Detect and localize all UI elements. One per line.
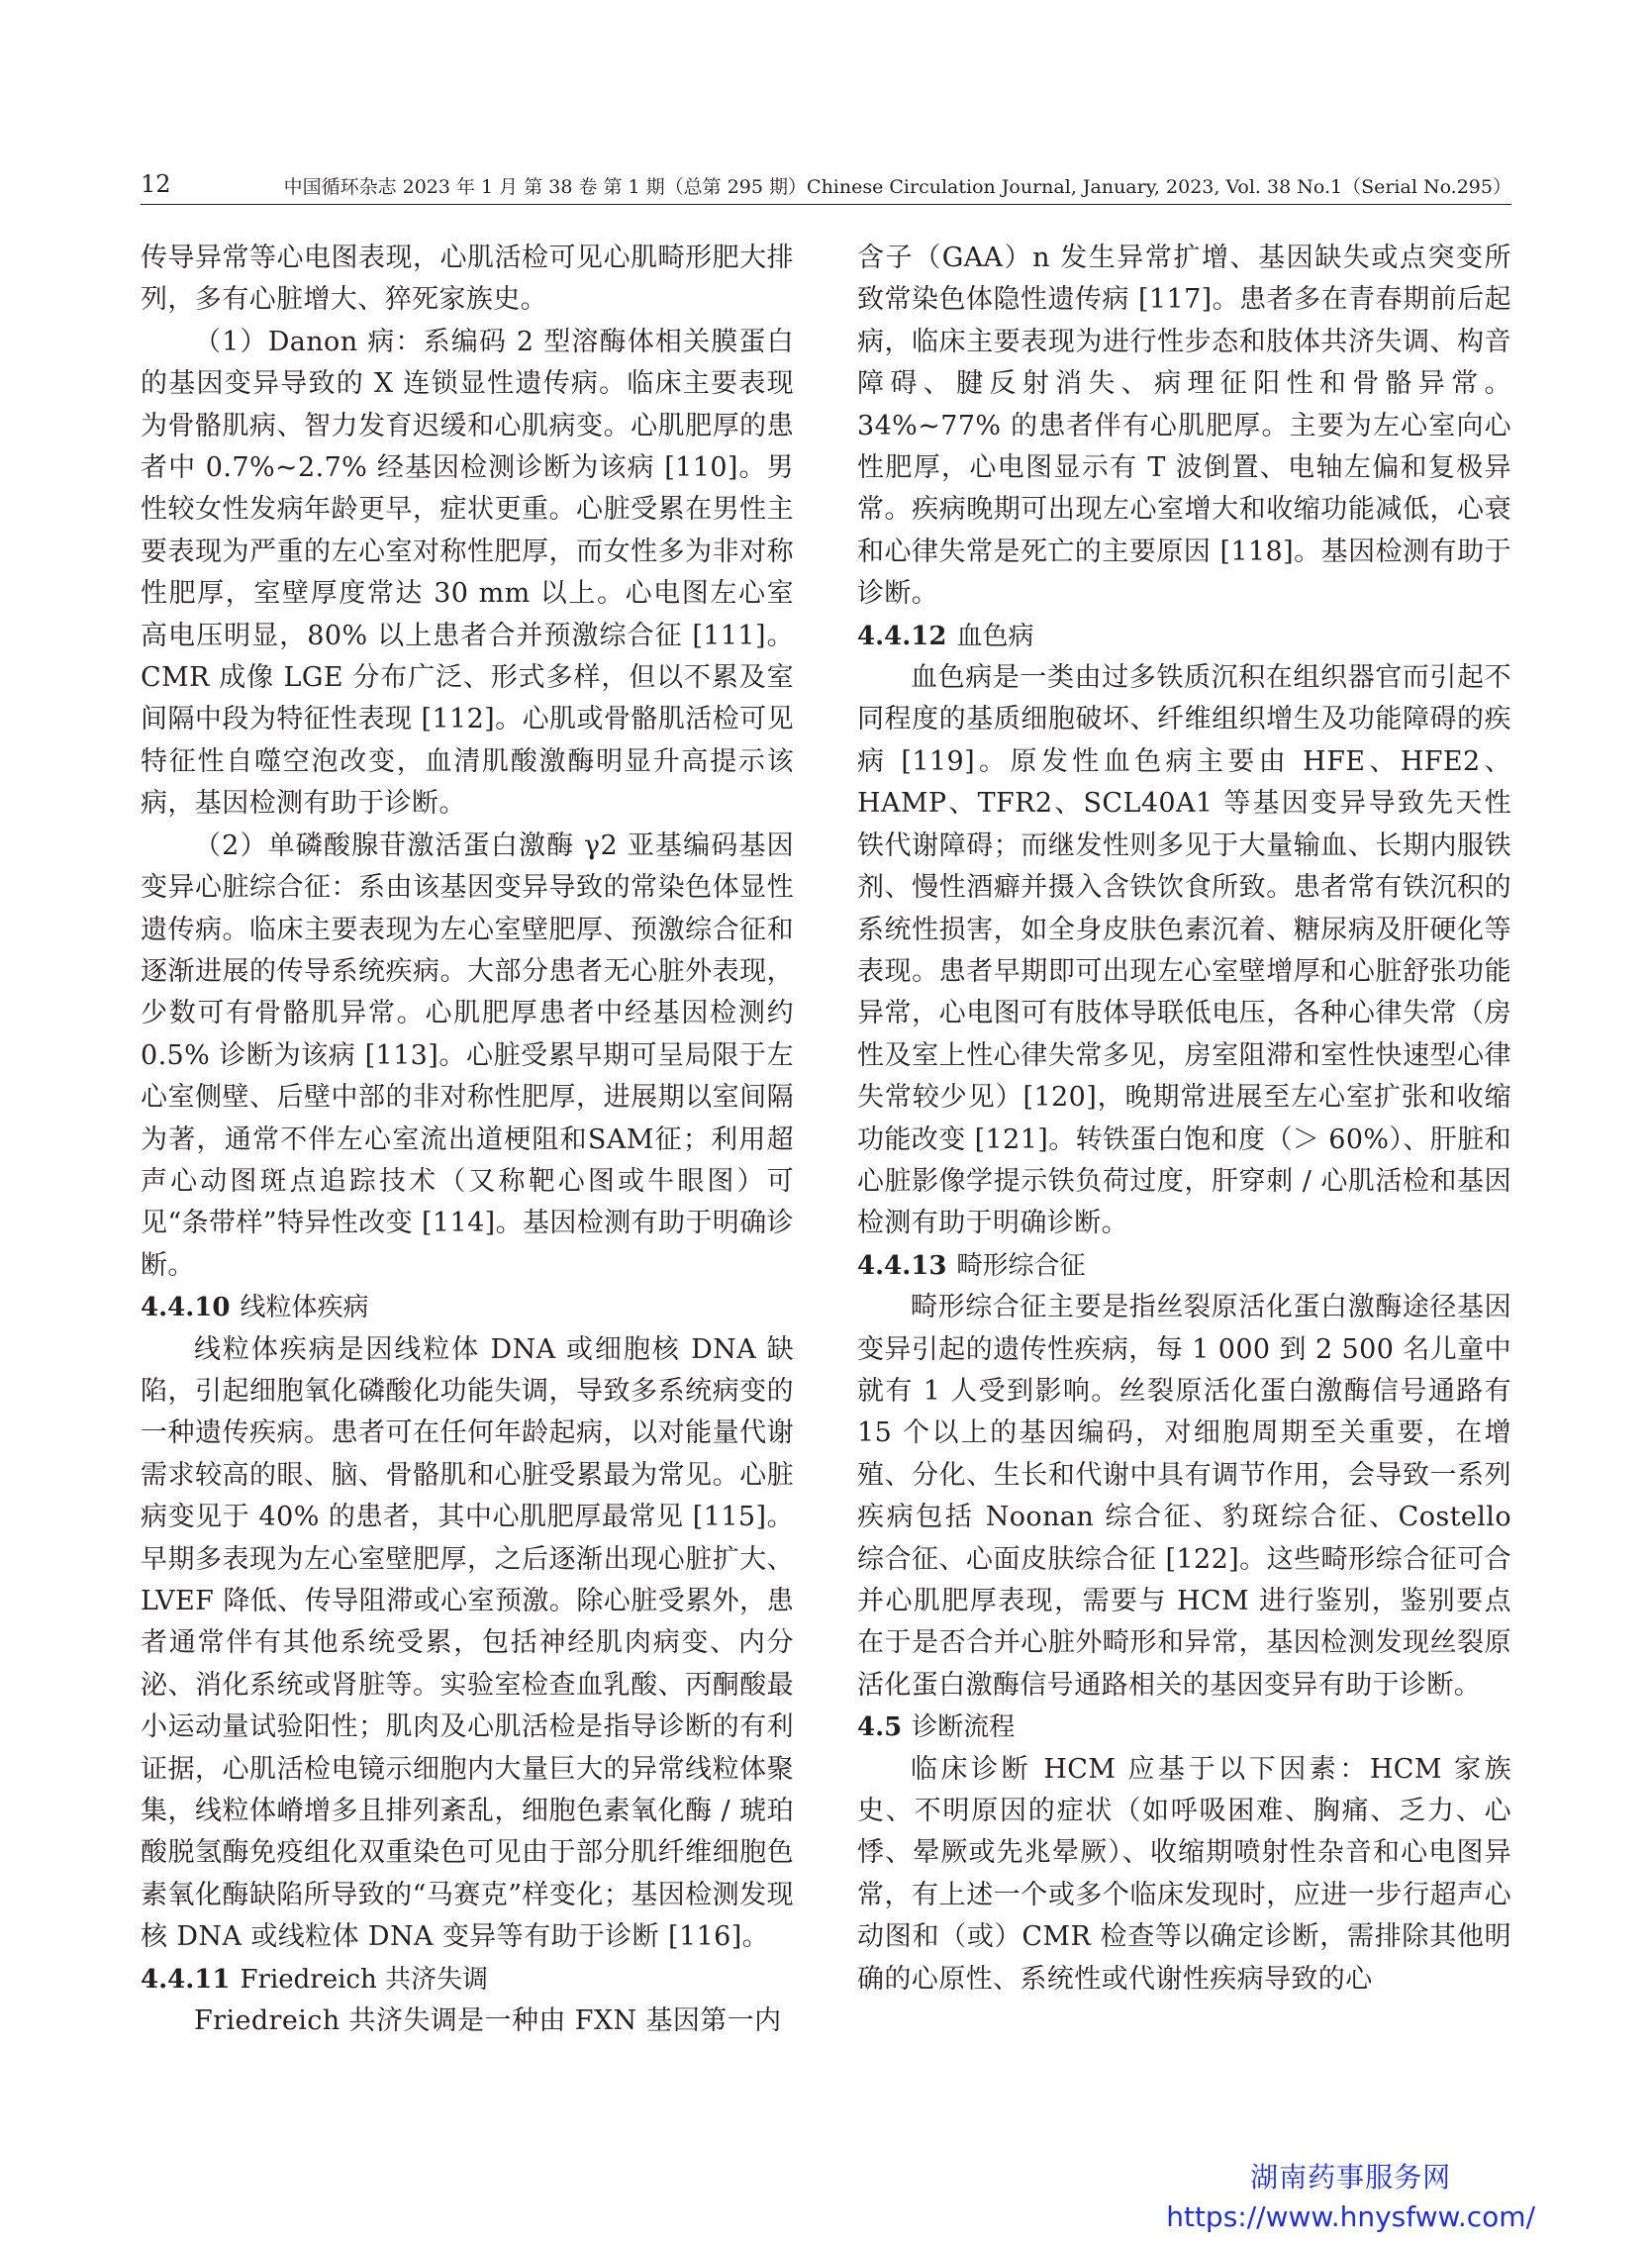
watermark-site-name: 湖南药事服务网	[1250, 2161, 1452, 2194]
body-paragraph: 血色病是一类由过多铁质沉积在组织器官而引起不同程度的基质细胞破坏、纤维组织增生及功能障碍的疾病 [119]。原发性血色病主要由 HFE、HFE2、HAMP、TFR2、SCL40A1 等基因变异导致先天性铁代谢障碍；而继发性则多见于大量输血、长期内服铁剂、慢性酒癖并摄入含铁饮食所致。患者常有铁沉积的系统性损害，如全身皮肤色素沉着、糖尿病及肝硬化等表现。患者早期即可出现左心室壁增厚和心脏舒张功能异常，心电图可有肢体导联低电压，各种心律失常（房性及室上性心律失常多见，房室阻滞和室性快速型心律失常较少见）[120]，晚期常进展至左心室扩张和收缩功能改变 [121]。转铁蛋白饱和度（＞ 60%）、肝脏和心脏影像学提示铁负荷过度，肝穿刺 / 心肌活检和基因检测有助于明确诊断。	[857, 662, 1511, 1239]
body-paragraph: （1）Danon 病：系编码 2 型溶酶体相关膜蛋白的基因变异导致的 X 连锁显性遗传病。临床主要表现为骨骼肌病、智力发育迟缓和心肌病变。心肌肥厚的患者中 0.7%~2.7% 经基因检测诊断为该病 [110]。男性较女性发病年龄更早，症状更重。心脏受累在男性主要表现为严重的左心室对称性肥厚，而女性多为非对称性肥厚，室壁厚度常达 30 mm 以上。心电图左心室高电压明显，80% 以上患者合并预激综合征 [111]。CMR 成像 LGE 分布广泛、形式多样，但以不累及室间隔中段为特征性表现 [112]。心肌或骨骼肌活检可见特征性自噬空泡改变，血清肌酸激酶明显升高提示该病，基因检测有助于诊断。	[141, 326, 794, 820]
body-paragraph: Friedreich 共济失调是一种由 FXN 基因第一内	[194, 2005, 782, 2037]
section-heading	[857, 616, 1511, 657]
body-paragraph: 线粒体疾病是因线粒体 DNA 或细胞核 DNA 缺陷，引起细胞氧化磷酸化功能失调，导致多系统病变的一种遗传疾病。患者可在任何年龄起病，以对能量代谢需求较高的眼、脑、骨骼肌和心脏受累最为常见。心脏病变见于 40% 的患者，其中心肌肥厚最常见 [115]。早期多表现为左心室壁肥厚，之后逐渐出现心脏扩大、LVEF 降低、传导阻滞或心室预激。除心脏受累外，患者通常伴有其他系统受累，包括神经肌肉病变、内分泌、消化系统或肾脏等。实验室检查血乳酸、丙酮酸最小运动量试验阳性；肌肉及心肌活检是指导诊断的有利证据，心肌活检电镜示细胞内大量巨大的异常线粒体聚集，线粒体嵴增多且排列紊乱，细胞色素氧化酶 / 琥珀酸脱氢酶免疫组化双重染色可见由于部分肌纤维细胞色素氧化酶缺陷所导致的“马赛克”样变化；基因检测发现核 DNA 或线粒体 DNA 变异等有助于诊断 [116]。	[141, 1333, 794, 1953]
section-heading	[141, 1287, 794, 1328]
section-heading	[857, 1707, 1511, 1748]
section-number: 4.4.11	[141, 1964, 231, 1995]
body-paragraph: （2）单磷酸腺苷激活蛋白激酶 γ2 亚基编码基因变异心脏综合征：系由该基因变异导致的常染色体显性遗传病。临床主要表现为左心室壁肥厚、预激综合征和逐渐进展的传导系统疾病。大部分患者无心脏外表现，少数可有骨骼肌异常。心肌肥厚患者中经基因检测约 0.5% 诊断为该病 [113]。心脏受累早期可呈局限于左心室侧壁、后壁中部的非对称性肥厚，进展期以室间隔为著，通常不伴左心室流出道梗阻和SAM征；利用超声心动图斑点追踪技术（又称靶心图或牛眼图）可见“条带样”特异性改变 [114]。基因检测有助于明确诊断。	[141, 830, 794, 1281]
body-paragraph: 畸形综合征主要是指丝裂原活化蛋白激酶途径基因变异引起的遗传性疾病，每 1 000 到 2 500 名儿童中就有 1 人受到影响。丝裂原活化蛋白激酶信号通路有 15 个以上的基因编码，对细胞周期至关重要，在增殖、分化、生长和代谢中具有调节作用，会导致一系列疾病包括 Noonan 综合征、豹斑综合征、Costello 综合征、心面皮肤综合征 [122]。这些畸形综合征可合并心肌肥厚表现，需要与 HCM 进行鉴别，鉴别要点在于是否合并心脏外畸形和异常，基因检测发现丝裂原活化蛋白激酶信号通路相关的基因变异有助于诊断。	[857, 1292, 1511, 1701]
section-title: 血色病	[956, 621, 1034, 651]
body-paragraph: 含子（GAA）n 发生异常扩增、基因缺失或点突变所致常染色体隐性遗传病 [117]。患者多在青春期前后起病，临床主要表现为进行性步态和肢体共济失调、构音障碍、腱反射消失、病理征阳性和骨骼异常。34%~77% 的患者伴有心肌肥厚。主要为左心室向心性肥厚，心电图显示有 T 波倒置、电轴左偏和复极异常。疾病晚期可出现左心室增大和收缩功能减低，心衰和心律失常是死亡的主要原因 [118]。基因检测有助于诊断。	[857, 243, 1511, 610]
section-title: 畸形综合征	[956, 1250, 1086, 1281]
section-number: 4.4.13	[857, 1250, 947, 1281]
section-heading	[141, 1959, 794, 2001]
section-number: 4.4.10	[141, 1293, 231, 1323]
body-paragraph: 传导异常等心电图表现，心肌活检可见心肌畸形肥大排列，多有心脏增大、猝死家族史。	[141, 243, 794, 316]
section-number: 4.5	[857, 1712, 903, 1743]
page-number: 12	[141, 170, 171, 198]
watermark	[1166, 2158, 1535, 2237]
section-number: 4.4.12	[857, 621, 947, 651]
watermark-url: https://www.hnysfww.com/	[1166, 2200, 1535, 2233]
running-title: 中国循环杂志 2023 年 1 月 第 38 卷 第 1 期（总第 295 期）Chinese Circulation Journal, January, 2023, Vol. 38 No.1（Serial No.295）	[283, 176, 1511, 198]
section-title: Friedreich 共济失调	[240, 1964, 488, 1995]
section-heading	[857, 1245, 1511, 1287]
section-title: 线粒体疾病	[240, 1293, 369, 1323]
left-column	[141, 238, 794, 2042]
right-column	[857, 238, 1511, 2001]
running-header	[141, 170, 1511, 205]
section-title: 诊断流程	[912, 1712, 1016, 1743]
body-paragraph: 临床诊断 HCM 应基于以下因素：HCM 家族史、不明原因的症状（如呼吸困难、胸痛、乏力、心悸、晕厥或先兆晕厥）、收缩期喷射性杂音和心电图异常，有上述一个或多个临床发现时，应进一步行超声心动图和（或）CMR 检查等以确定诊断，需排除其他明确的心原性、系统性或代谢性疾病导致的心	[857, 1753, 1511, 1995]
